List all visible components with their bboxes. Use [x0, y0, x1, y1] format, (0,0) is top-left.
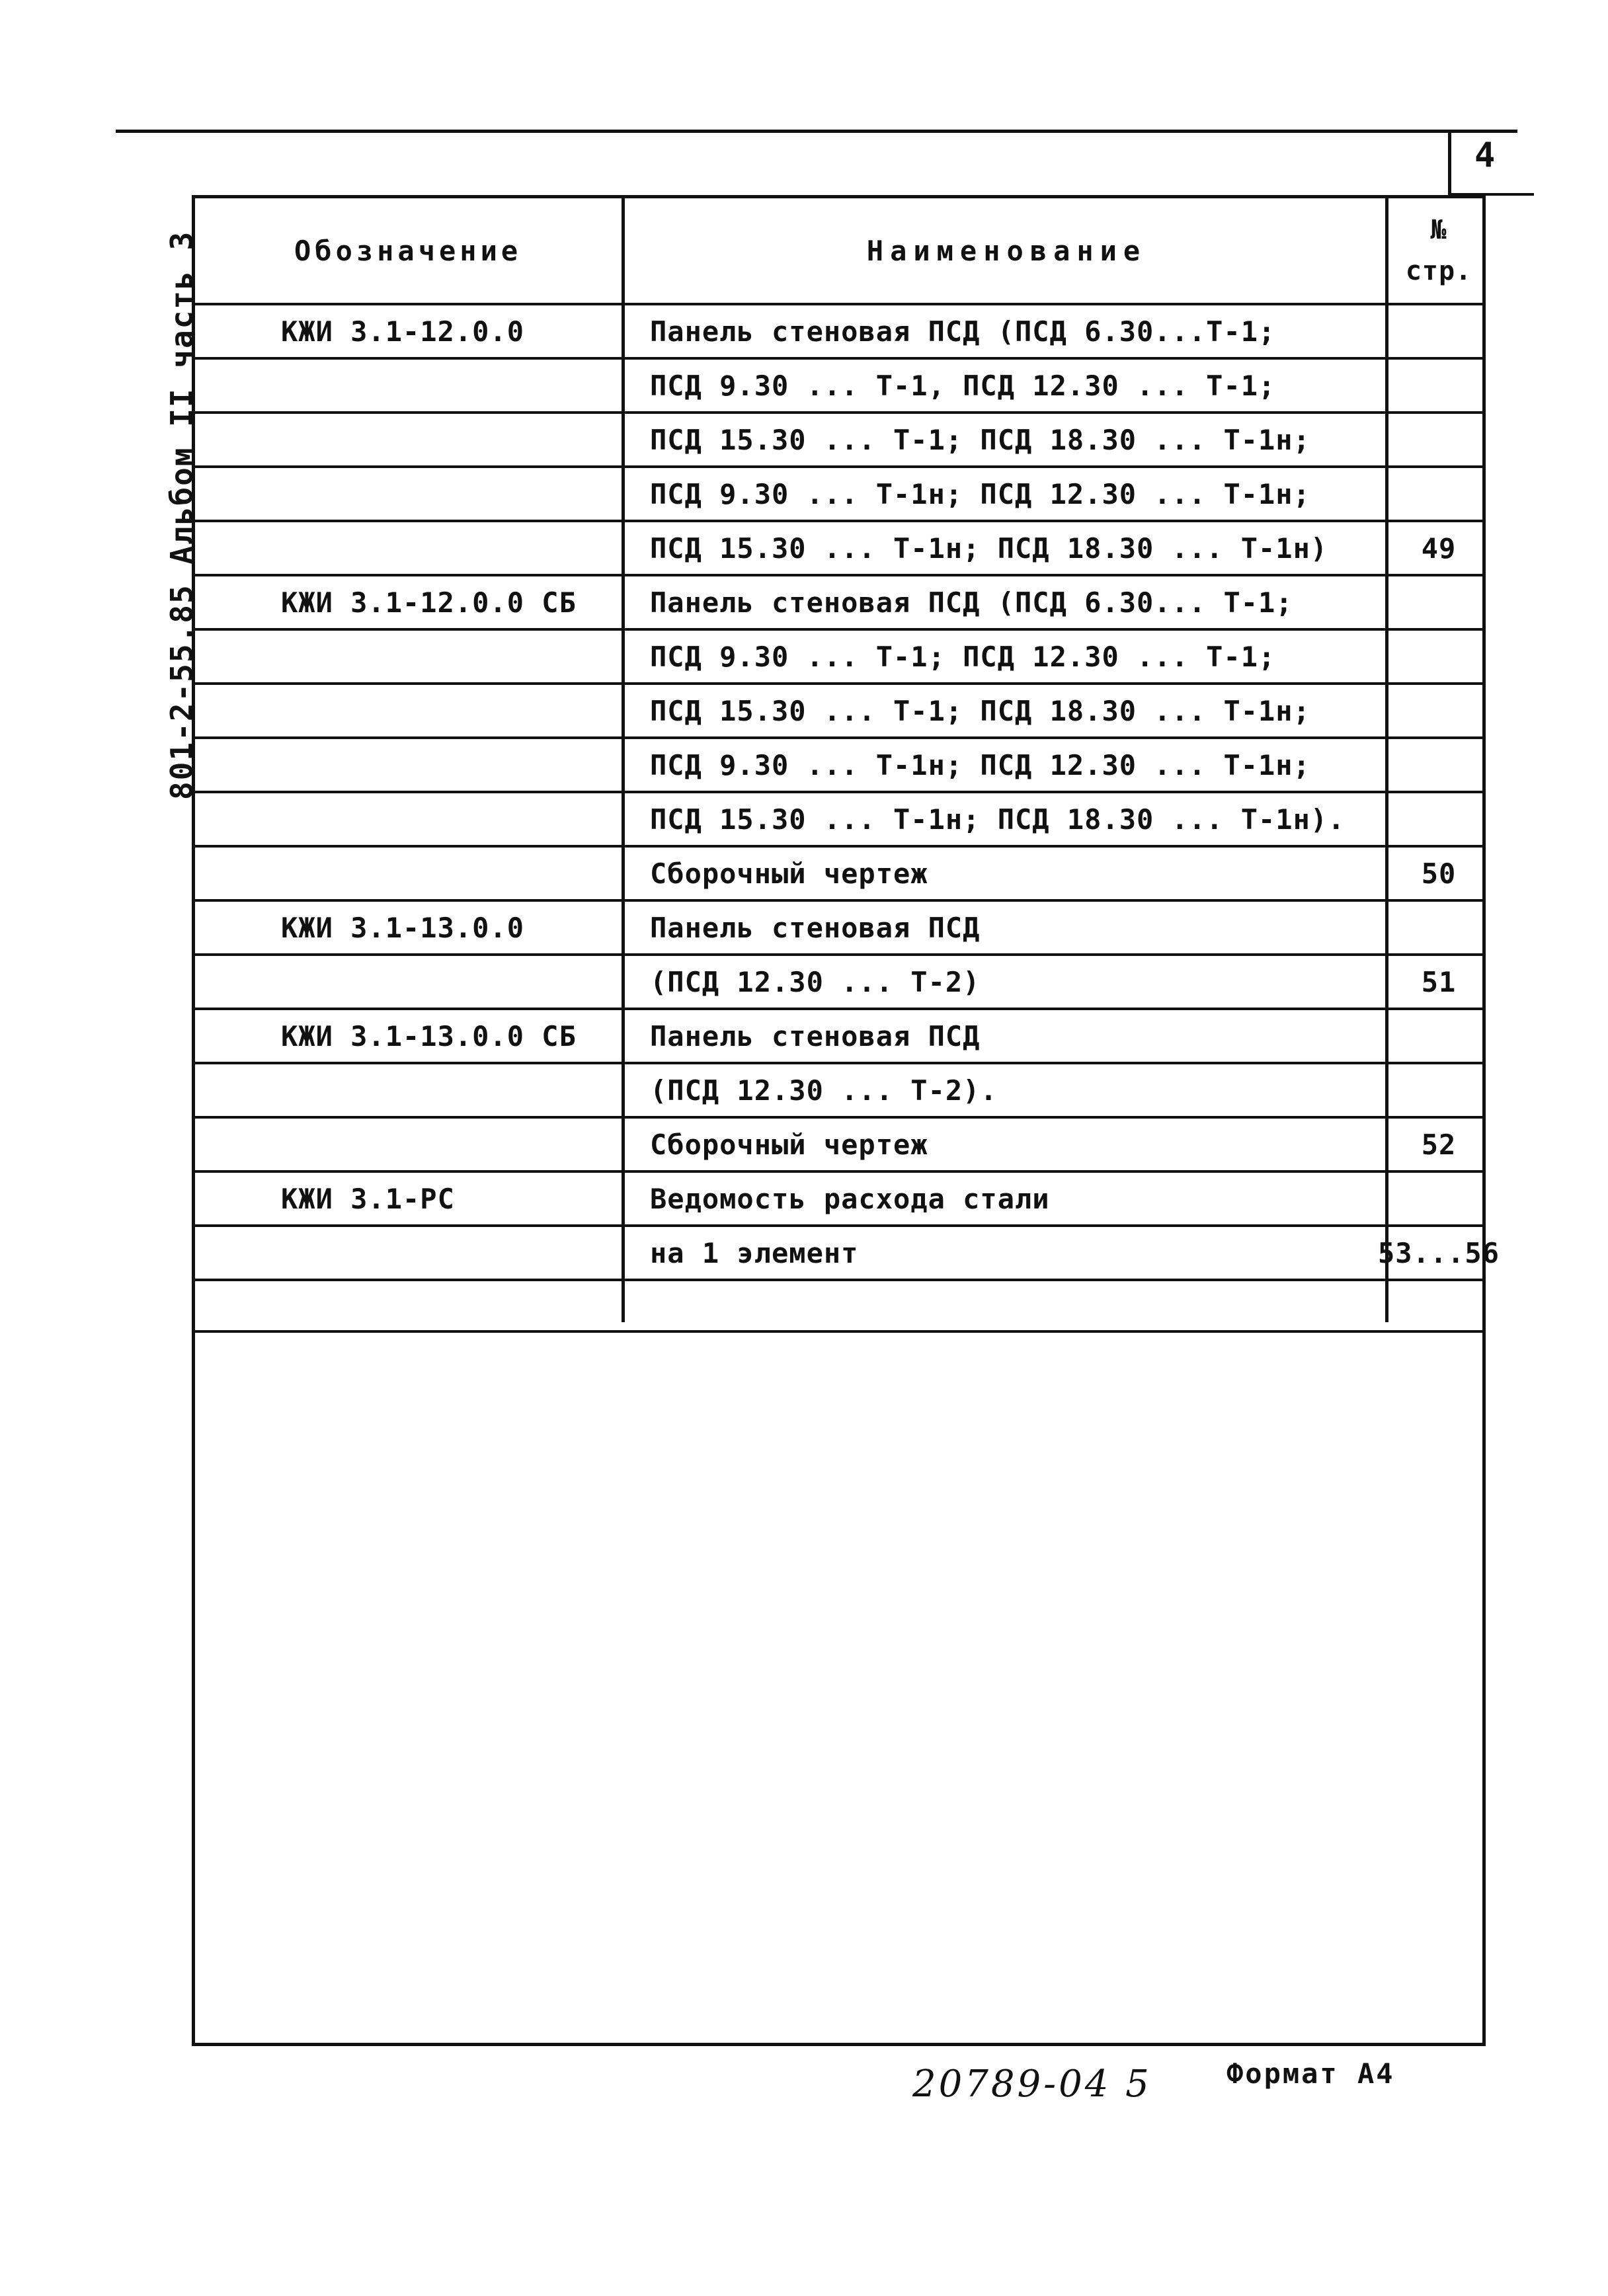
- name-cell: ПСД 15.30 ... Т-1; ПСД 18.30 ... Т-1н;: [650, 423, 1310, 456]
- name-cell: ПСД 9.30 ... Т-1н; ПСД 12.30 ... Т-1н;: [650, 477, 1310, 510]
- name-cell: Панель стеновая ПСД: [650, 911, 981, 944]
- header-name: Наименование: [866, 234, 1147, 267]
- designation-cell: [195, 739, 625, 791]
- page-cell: 49: [1421, 532, 1457, 565]
- table-row: [195, 631, 1482, 685]
- designation-cell: [195, 848, 625, 899]
- name-cell: на 1 элемент: [650, 1236, 859, 1269]
- designation-cell: [195, 1119, 625, 1170]
- table-row: [195, 1119, 1482, 1173]
- page-cell: 51: [1421, 965, 1457, 998]
- name-cell: ПСД 9.30 ... Т-1н; ПСД 12.30 ... Т-1н;: [650, 748, 1310, 781]
- page-cell: [1388, 576, 1489, 628]
- designation-cell: [195, 522, 625, 574]
- table-row: [195, 576, 1482, 631]
- table-row: [195, 848, 1482, 902]
- name-cell: Ведомость расхода стали: [650, 1182, 1050, 1215]
- contents-table: [195, 198, 1500, 1333]
- designation-cell: КЖИ 3.1-12.0.0 СБ: [281, 586, 577, 619]
- name-cell: Панель стеновая ПСД (ПСД 6.30...Т-1;: [650, 315, 1276, 348]
- page-cell: [1388, 1010, 1489, 1062]
- name-cell: ПСД 15.30 ... Т-1н; ПСД 18.30 ... Т-1н): [650, 532, 1328, 565]
- name-cell: Сборочный чертеж: [650, 857, 928, 890]
- name-cell: Сборочный чертеж: [650, 1128, 928, 1161]
- table-row: [195, 956, 1482, 1010]
- table-row: [195, 1064, 1482, 1119]
- designation-cell: [195, 468, 625, 520]
- designation-cell: КЖИ 3.1-13.0.0 СБ: [281, 1019, 577, 1052]
- designation-cell: [195, 1227, 625, 1279]
- page-number: 4: [1474, 136, 1496, 175]
- header-page-no-label: стр.: [1405, 256, 1472, 286]
- table-row: [195, 305, 1482, 360]
- name-cell: ПСД 9.30 ... Т-1; ПСД 12.30 ... Т-1;: [650, 640, 1276, 673]
- name-cell: (ПСД 12.30 ... Т-2).: [650, 1074, 998, 1107]
- designation-cell: КЖИ 3.1-РС: [281, 1182, 455, 1215]
- table-row: [195, 1227, 1500, 1281]
- table-row: [195, 793, 1482, 848]
- designation-cell: [195, 685, 625, 736]
- page-cell: [1388, 793, 1489, 845]
- header-designation: Обозначение: [294, 234, 522, 267]
- table-row: [195, 1173, 1482, 1227]
- page-cell: 53...56: [1378, 1236, 1500, 1269]
- table-row: [195, 739, 1482, 793]
- name-cell: Панель стеновая ПСД (ПСД 6.30... Т-1;: [650, 586, 1293, 619]
- name-cell: Панель стеновая ПСД: [650, 1019, 981, 1052]
- top-rule: [116, 130, 1517, 133]
- page-cell: [1388, 685, 1489, 736]
- page-cell: [1388, 468, 1489, 520]
- table-row: [195, 522, 1482, 576]
- page-number-box-divider: [1448, 132, 1451, 198]
- name-cell: ПСД 15.30 ... Т-1; ПСД 18.30 ... Т-1н;: [650, 694, 1310, 727]
- header-page-no-symbol: №: [1430, 215, 1447, 245]
- name-cell: (ПСД 12.30 ... Т-2): [650, 965, 981, 998]
- designation-cell: [195, 956, 625, 1008]
- contents-table-frame: [192, 195, 1500, 2046]
- designation-cell: [195, 414, 625, 465]
- table-row: [195, 468, 1482, 522]
- header-page-no: [1388, 198, 1489, 303]
- page-cell: [1388, 902, 1489, 953]
- table-row: [195, 1010, 1482, 1064]
- designation-cell: [195, 360, 625, 411]
- table-row: [195, 414, 1482, 468]
- table-row: [195, 902, 1482, 956]
- inventory-number: 20789-04 5: [912, 2063, 1152, 2106]
- designation-cell: [195, 1064, 625, 1116]
- table-row: [195, 685, 1482, 739]
- designation-cell: КЖИ 3.1-12.0.0: [281, 315, 525, 348]
- empty-table-row: [195, 1281, 1482, 1333]
- page-cell: [1388, 739, 1489, 791]
- designation-cell: [195, 793, 625, 845]
- name-cell: ПСД 9.30 ... Т-1, ПСД 12.30 ... Т-1;: [650, 369, 1276, 402]
- name-cell: ПСД 15.30 ... Т-1н; ПСД 18.30 ... Т-1н).: [650, 803, 1346, 836]
- page-cell: 50: [1421, 857, 1457, 890]
- designation-cell: [195, 631, 625, 682]
- page-cell: [1388, 1064, 1489, 1116]
- table-row: [195, 360, 1482, 414]
- side-stamp: 801-2-55.85 Альбом II часть 3: [164, 230, 200, 800]
- page-cell: [1388, 360, 1489, 411]
- page-cell: [1388, 305, 1489, 357]
- table-header-row: [195, 198, 1482, 305]
- page-cell: [1388, 631, 1489, 682]
- designation-cell: КЖИ 3.1-13.0.0: [281, 911, 525, 944]
- page-cell: [1388, 1173, 1489, 1224]
- page-cell: [1388, 414, 1489, 465]
- paper-format: Формат А4: [1226, 2057, 1395, 2090]
- page-cell: 52: [1421, 1128, 1457, 1161]
